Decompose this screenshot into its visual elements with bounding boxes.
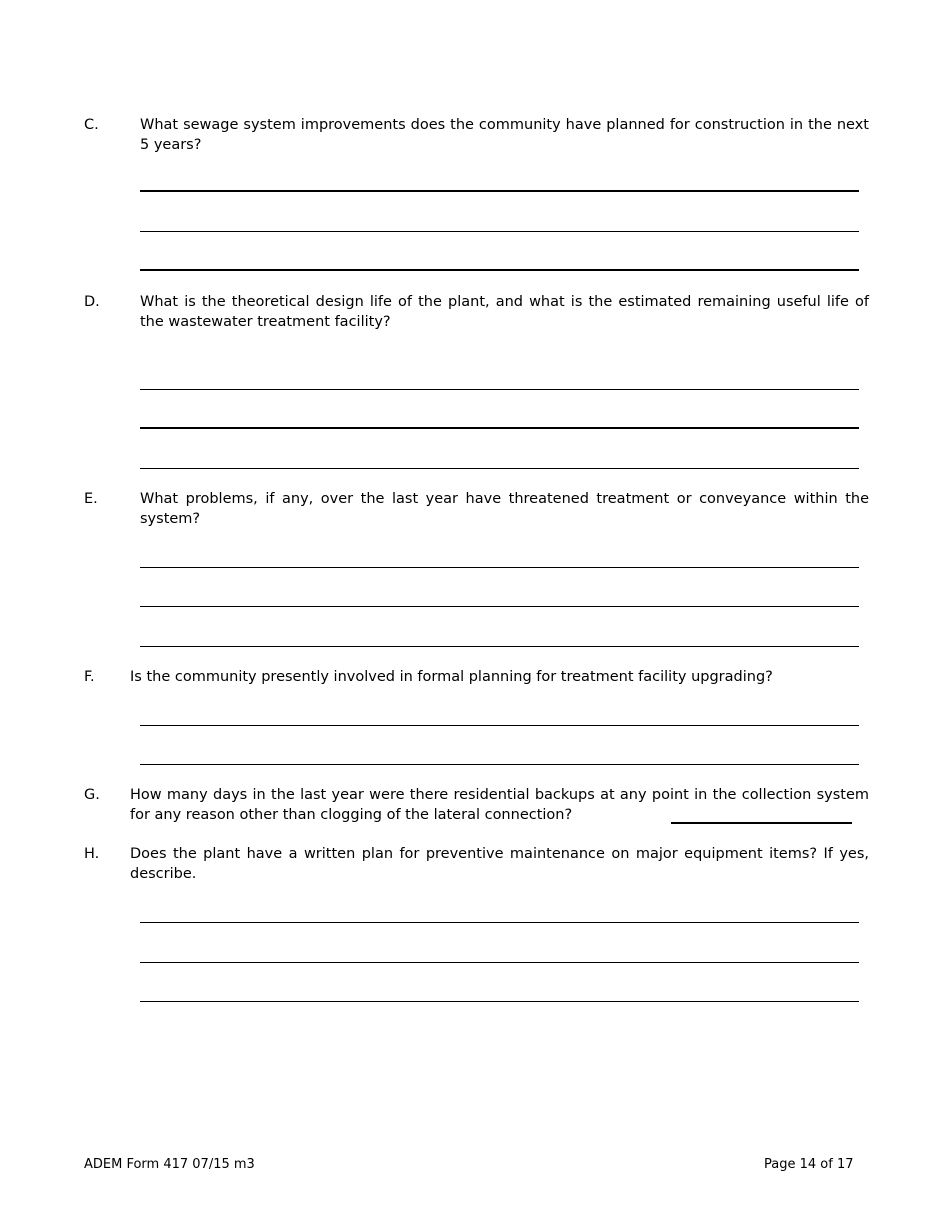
answer-line-c-2[interactable] (140, 231, 859, 232)
question-e-letter: E. (84, 491, 98, 507)
footer-form-id: ADEM Form 417 07/15 m3 (84, 1157, 255, 1172)
answer-line-h-3[interactable] (140, 1001, 859, 1002)
question-c-text: What sewage system improvements does the community have planned for construction in the next 5 years? (140, 117, 869, 153)
question-f-letter: F. (84, 669, 95, 685)
answer-line-d-1[interactable] (140, 389, 859, 390)
question-h-letter: H. (84, 846, 100, 862)
answer-line-h-2[interactable] (140, 962, 859, 963)
answer-line-f-2[interactable] (140, 764, 859, 765)
question-d-text: What is the theoretical design life of the plant, and what is the estimated remaining useful life of the wastewater treatment facility? (140, 294, 869, 330)
question-g-letter: G. (84, 787, 100, 803)
footer-page-number: Page 14 of 17 (764, 1157, 854, 1172)
answer-line-e-3[interactable] (140, 646, 859, 647)
answer-line-g-days[interactable] (671, 822, 852, 824)
answer-line-d-3[interactable] (140, 468, 859, 469)
question-d-letter: D. (84, 294, 100, 310)
answer-line-h-1[interactable] (140, 922, 859, 923)
question-h-text: Does the plant have a written plan for preventive maintenance on major equipment items? If yes, describe. (130, 846, 869, 882)
answer-line-e-1[interactable] (140, 567, 859, 568)
question-c-letter: C. (84, 117, 99, 133)
answer-line-c-1[interactable] (140, 190, 859, 192)
answer-line-e-2[interactable] (140, 606, 859, 607)
question-e-text: What problems, if any, over the last year have threatened treatment or conveyance within the system? (140, 491, 869, 527)
answer-line-d-2[interactable] (140, 427, 859, 429)
question-g-text: How many days in the last year were there residential backups at any point in the collection system for any reason other than clogging of the lateral connection? (130, 787, 869, 823)
answer-line-c-3[interactable] (140, 269, 859, 271)
question-f-text: Is the community presently involved in formal planning for treatment facility upgrading? (130, 669, 773, 685)
answer-line-f-1[interactable] (140, 725, 859, 726)
